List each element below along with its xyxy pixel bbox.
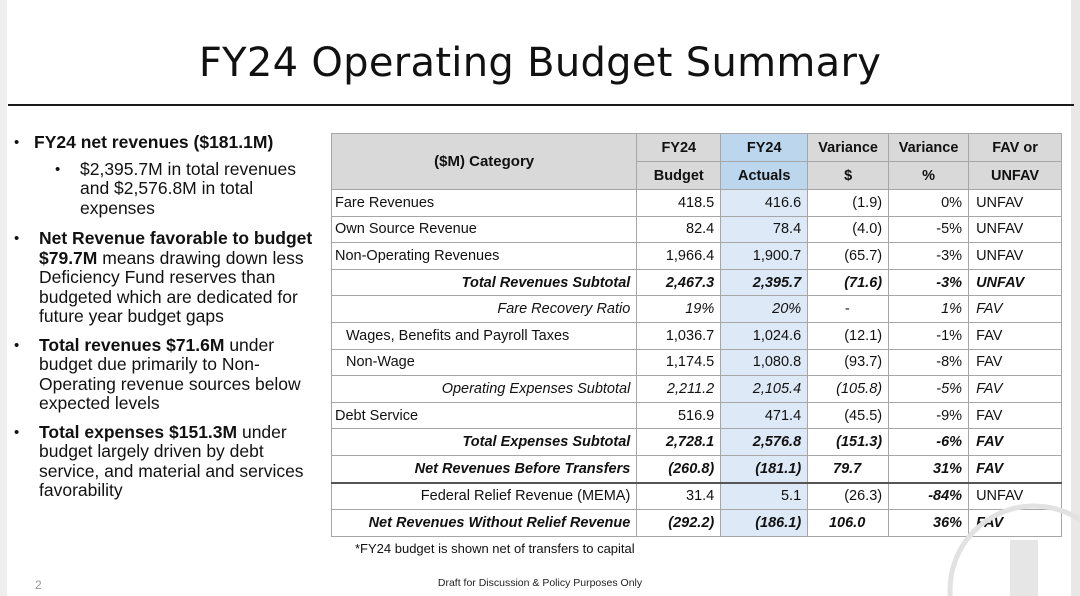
row-variance-dollar: (93.7) <box>808 349 889 376</box>
sub-bullet-totals <box>55 160 324 219</box>
row-variance-dollar: 79.7 <box>808 455 889 482</box>
bullet-bold-text: Total expenses $151.3M <box>39 421 238 442</box>
row-budget: 2,728.1 <box>637 429 721 456</box>
table-row-subtotal <box>332 269 1062 296</box>
row-category: Own Source Revenue <box>332 216 637 243</box>
row-actual: 2,395.7 <box>721 269 808 296</box>
row-variance-dollar: (151.3) <box>808 429 889 456</box>
bullet-text: under budget due primarily to Non-Operating revenue sources below expected levels <box>39 334 301 413</box>
table-row-ratio <box>332 296 1062 323</box>
table-row <box>332 402 1062 429</box>
row-variance-pct: 1% <box>889 296 969 323</box>
table-row-net-before-transfers <box>332 455 1062 482</box>
header-fav: FAV or <box>969 134 1062 162</box>
bullet-bold-text: Total revenues $71.6M <box>39 334 225 355</box>
row-variance-dollar: (1.9) <box>808 190 889 217</box>
row-category: Non-Wage <box>332 349 637 376</box>
row-fav: FAV <box>969 349 1062 376</box>
row-category: Operating Expenses Subtotal <box>332 376 637 403</box>
row-actual: 1,080.8 <box>721 349 808 376</box>
row-category: Fare Recovery Ratio <box>332 296 637 323</box>
row-variance-dollar: (45.5) <box>808 402 889 429</box>
header-variance-dollar-sub: $ <box>808 162 889 190</box>
row-actual: 2,576.8 <box>721 429 808 456</box>
title-divider <box>8 104 1074 106</box>
row-budget: (260.8) <box>637 455 721 482</box>
row-fav: UNFAV <box>969 216 1062 243</box>
table-header-row <box>332 134 1062 162</box>
row-actual: 1,900.7 <box>721 243 808 270</box>
bullet-bold-text: Net Revenue favorable to budget $79.7M <box>39 228 313 268</box>
row-fav: FAV <box>969 296 1062 323</box>
table-row-subtotal <box>332 429 1062 456</box>
row-budget: 418.5 <box>637 190 721 217</box>
table-row <box>332 216 1062 243</box>
page-number: 2 <box>35 578 42 592</box>
row-variance-pct: 31% <box>889 455 969 482</box>
header-actuals: FY24 <box>721 134 808 162</box>
table-row-subtotal <box>332 376 1062 403</box>
header-budget: FY24 <box>637 134 721 162</box>
row-actual: 471.4 <box>721 402 808 429</box>
row-variance-dollar: (71.6) <box>808 269 889 296</box>
draft-footer: Draft for Discussion & Policy Purposes Only <box>437 577 643 589</box>
header-variance-pct-sub: % <box>889 162 969 190</box>
row-category: Non-Operating Revenues <box>332 243 637 270</box>
bullet-text: $2,395.7M in total revenues and $2,576.8M in total expenses <box>80 158 296 218</box>
table-row <box>332 243 1062 270</box>
row-category: Total Expenses Subtotal <box>332 429 637 456</box>
bullet-text: under budget largely driven by debt service, and material and services favorability <box>39 421 304 500</box>
row-actual: 78.4 <box>721 216 808 243</box>
row-fav: UNFAV <box>969 269 1062 296</box>
row-actual: (181.1) <box>721 455 808 482</box>
row-variance-dollar: - <box>808 296 889 323</box>
header-variance-pct: Variance <box>889 134 969 162</box>
row-actual: 5.1 <box>721 483 808 510</box>
row-budget: (292.2) <box>637 510 721 537</box>
row-fav: UNFAV <box>969 243 1062 270</box>
row-category: Fare Revenues <box>332 190 637 217</box>
row-variance-pct: -9% <box>889 402 969 429</box>
row-fav: FAV <box>969 455 1062 482</box>
header-budget-sub: Budget <box>637 162 721 190</box>
bullet-net-revenues <box>14 133 324 153</box>
row-variance-pct: -6% <box>889 429 969 456</box>
row-variance-pct: -84% <box>889 483 969 510</box>
row-variance-pct: -3% <box>889 269 969 296</box>
row-category: Federal Relief Revenue (MEMA) <box>332 483 637 510</box>
row-actual: 1,024.6 <box>721 322 808 349</box>
row-fav: UNFAV <box>969 190 1062 217</box>
row-variance-dollar: (26.3) <box>808 483 889 510</box>
row-variance-pct: 0% <box>889 190 969 217</box>
row-actual: (186.1) <box>721 510 808 537</box>
row-variance-dollar: (105.8) <box>808 376 889 403</box>
row-fav: FAV <box>969 429 1062 456</box>
bullet-list <box>14 133 324 510</box>
bullet-text: means drawing down less Deficiency Fund reserves than budgeted which are dedicated for future year budget gaps <box>39 247 304 326</box>
bullet-total-revenues <box>14 336 324 414</box>
bullet-total-expenses <box>14 423 324 501</box>
row-budget: 1,966.4 <box>637 243 721 270</box>
bullet-bold-text: FY24 net revenues ($181.1M) <box>34 132 274 152</box>
header-category: ($M) Category <box>332 134 637 190</box>
header-variance-dollar: Variance <box>808 134 889 162</box>
row-category: Net Revenues Before Transfers <box>332 455 637 482</box>
row-variance-dollar: (12.1) <box>808 322 889 349</box>
budget-summary-table <box>331 133 1062 537</box>
table-row <box>332 349 1062 376</box>
row-variance-pct: -1% <box>889 322 969 349</box>
row-category: Net Revenues Without Relief Revenue <box>332 510 637 537</box>
row-variance-dollar: (65.7) <box>808 243 889 270</box>
row-fav: FAV <box>969 510 1062 537</box>
row-actual: 2,105.4 <box>721 376 808 403</box>
slide-left-edge <box>0 0 7 596</box>
row-category: Total Revenues Subtotal <box>332 269 637 296</box>
row-fav: FAV <box>969 376 1062 403</box>
row-category: Debt Service <box>332 402 637 429</box>
row-actual: 416.6 <box>721 190 808 217</box>
row-variance-pct: -5% <box>889 376 969 403</box>
row-fav: FAV <box>969 322 1062 349</box>
row-budget: 1,036.7 <box>637 322 721 349</box>
row-fav: UNFAV <box>969 483 1062 510</box>
row-category: Wages, Benefits and Payroll Taxes <box>332 322 637 349</box>
table-row <box>332 322 1062 349</box>
slide-title: FY24 Operating Budget Summary <box>198 40 882 86</box>
bullet-net-revenue-favorable <box>14 229 324 327</box>
table-footnote: *FY24 budget is shown net of transfers to capital <box>355 541 635 556</box>
row-budget: 19% <box>637 296 721 323</box>
row-variance-dollar: 106.0 <box>808 510 889 537</box>
row-actual: 20% <box>721 296 808 323</box>
row-budget: 516.9 <box>637 402 721 429</box>
row-variance-pct: -5% <box>889 216 969 243</box>
row-budget: 2,211.2 <box>637 376 721 403</box>
logo-watermark <box>944 490 1080 596</box>
row-variance-pct: -3% <box>889 243 969 270</box>
row-variance-dollar: (4.0) <box>808 216 889 243</box>
header-fav-sub: UNFAV <box>969 162 1062 190</box>
row-budget: 1,174.5 <box>637 349 721 376</box>
row-budget: 31.4 <box>637 483 721 510</box>
row-fav: FAV <box>969 402 1062 429</box>
row-budget: 2,467.3 <box>637 269 721 296</box>
row-variance-pct: 36% <box>889 510 969 537</box>
header-actuals-sub: Actuals <box>721 162 808 190</box>
row-variance-pct: -8% <box>889 349 969 376</box>
row-budget: 82.4 <box>637 216 721 243</box>
table-row <box>332 190 1062 217</box>
